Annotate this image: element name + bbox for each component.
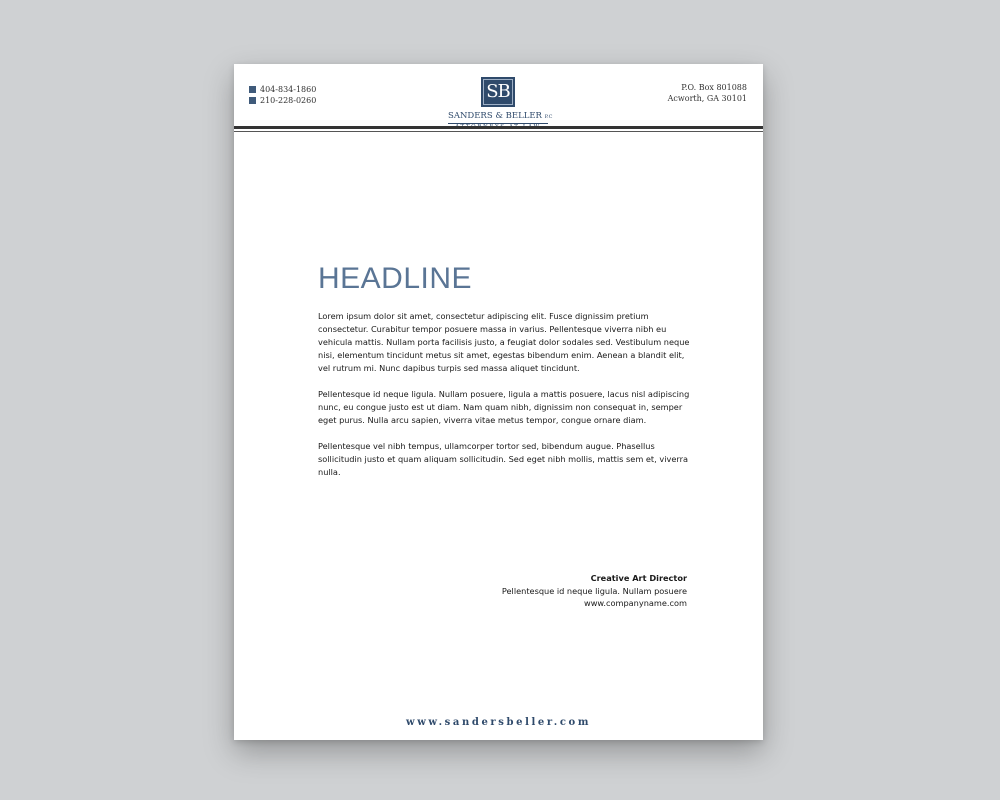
- body-text: [318, 310, 698, 492]
- paragraph-2: Pellentesque id neque ligula. Nullam posuere, ligula a mattis posuere, lacus nisl adipiscing nunc, eu congue justo est ut diam. Nam quam nibh, dignissim non consequat in, semper eget purus. Nulla arcu sapien, viverra vitae metus tempor, congue ornare diam.: [318, 389, 690, 425]
- firm-name-text: SANDERS & BELLER: [448, 111, 542, 121]
- phone-icon: [249, 86, 256, 93]
- header-rule-thick: [234, 126, 763, 129]
- fax-icon: [249, 97, 256, 104]
- signature-title: Creative Art Director: [590, 573, 687, 583]
- firm-logo: [448, 77, 553, 131]
- paragraph-3: Pellentesque vel nibh tempus, ullamcorper tortor sed, bibendum augue. Phasellus sollicitudin justo et quam aliquam sollicitudin. Sed eget nibh mollis, mattis sem et, viverra nulla.: [318, 441, 688, 477]
- fax-row: [249, 95, 316, 106]
- address-line-2: Acworth, GA 30101: [667, 94, 747, 103]
- signature-line: Pellentesque id neque ligula. Nullam posuere: [501, 585, 687, 596]
- phone-row: [249, 84, 316, 95]
- phone-number: 404-834-1860: [260, 85, 317, 94]
- paragraph-1: Lorem ipsum dolor sit amet, consectetur adipiscing elit. Fusce dignissim pretium consectetur. Curabitur tempor posuere massa in varius. Pellentesque viverra nibh eu vehicula mattis. Nullam porta facilisis justo, a feugiat dolor sodales sed. Vestibulum neque nisi, elementum tincidunt metus sit amet, egestas bibendum enim. Aenean a blandit elit, vel rutrum mi. Nunc dapibus turpis sed massa aliquet tincidunt.: [318, 311, 690, 373]
- address-line-1: P.O. Box 801088: [681, 83, 747, 92]
- signature-block: [502, 572, 687, 610]
- footer-url: www.sandersbeller.com: [405, 717, 592, 728]
- firm-name: [448, 111, 553, 122]
- signature-website: www.companyname.com: [584, 598, 687, 608]
- header-rule-thin: [234, 131, 763, 132]
- headline: HEADLINE: [318, 262, 473, 295]
- firm-suffix: P.C: [544, 114, 553, 120]
- fax-number: 210-228-0260: [260, 96, 317, 105]
- contact-block: [249, 84, 316, 106]
- logo-monogram: SB: [481, 77, 515, 107]
- address-block: [668, 82, 747, 104]
- letterhead-page: [234, 64, 763, 740]
